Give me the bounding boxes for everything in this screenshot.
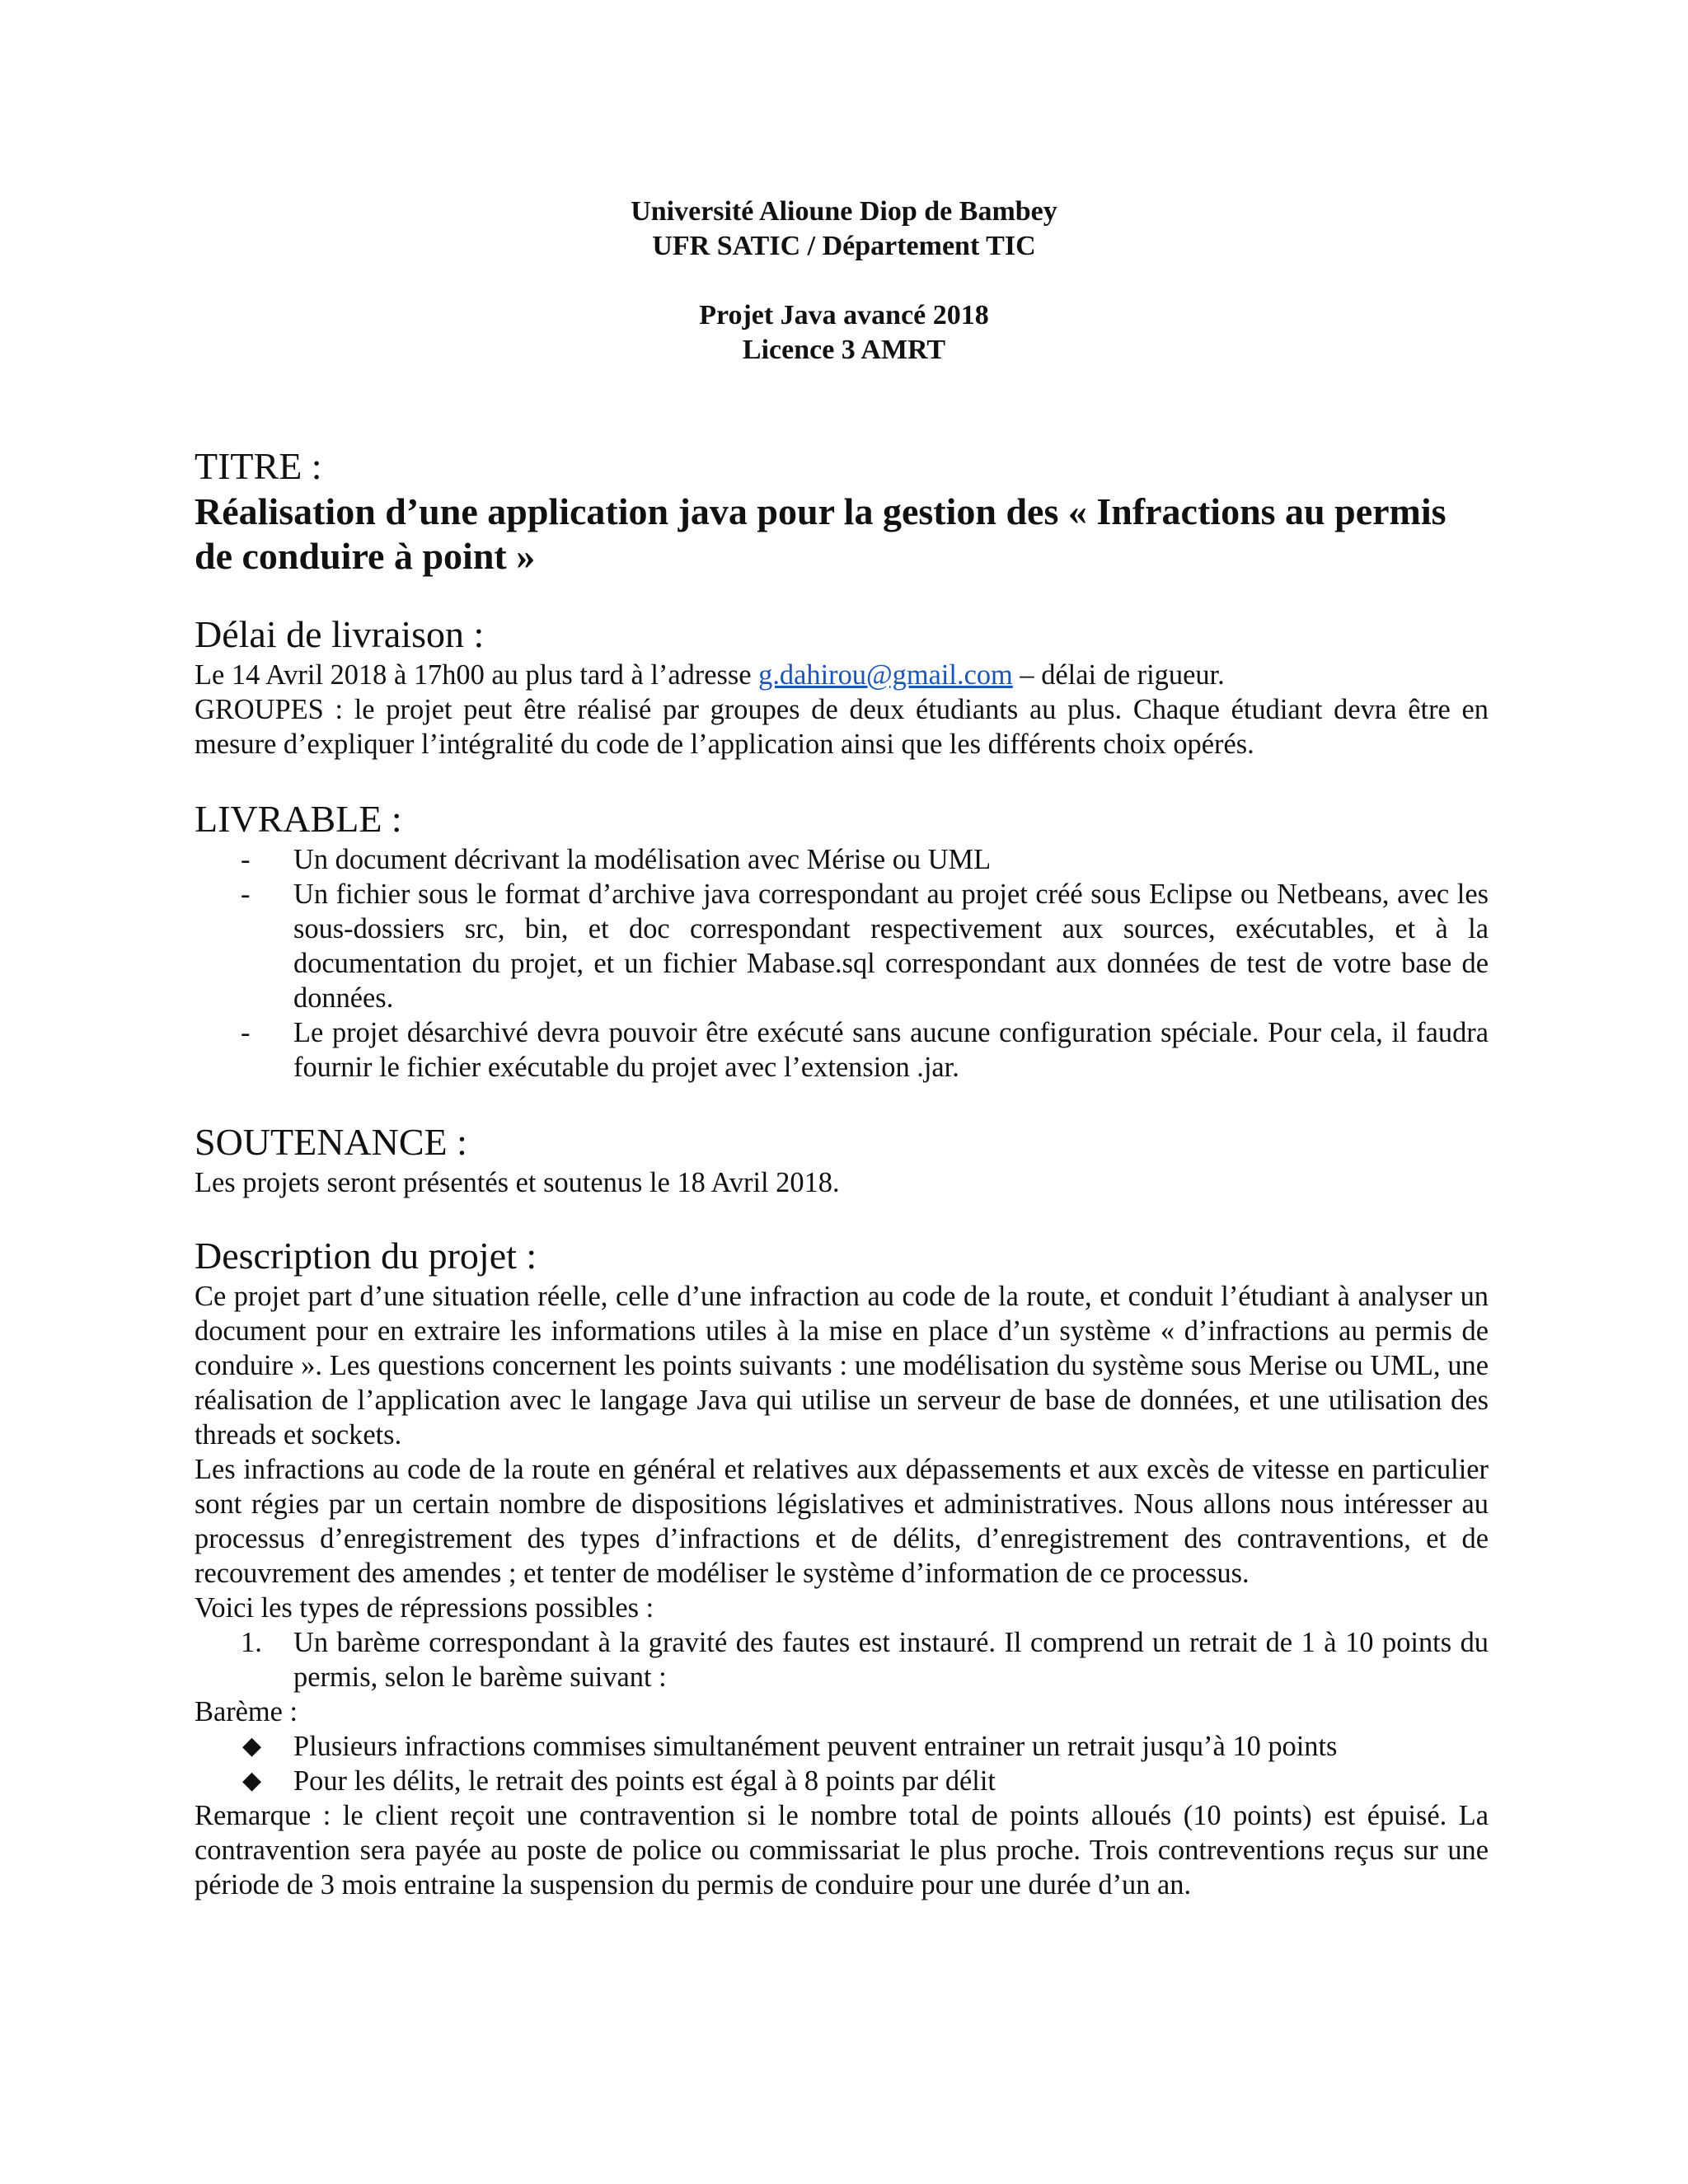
titre-heading: TITRE : (195, 445, 322, 487)
section-livrable (195, 796, 1489, 1085)
delai-groupes: GROUPES : le projet peut être réalisé par groupes de deux étudiants au plus. Chaque étudiant devra être en mesure d’expliquer l’intégralité du code de l’application ainsi que les différents choix opérés. (195, 694, 1489, 760)
delai-line (195, 658, 1489, 692)
header-department: UFR SATIC / Département TIC (652, 231, 1036, 261)
description-remarque: Remarque : le client reçoit une contravention si le nombre total de points alloués (10 points) est épuisé. La contravention sera payée au poste de police ou commissariat le plus proche. Trois contreventions reçus sur une période de 3 mois entraine la suspension du permis de conduire pour une durée d’un an. (195, 1800, 1489, 1900)
diamond-bullet-icon: ◆ (242, 1732, 262, 1760)
titre-line-1: Réalisation d’une application java pour la gestion des « Infractions au permis (195, 490, 1447, 532)
section-delai (195, 612, 1489, 762)
delai-heading: Délai de livraison : (195, 613, 485, 655)
bareme-item-text: Pour les délits, le retrait des points est égal à 8 points par délit (293, 1765, 996, 1797)
email-link[interactable]: g.dahirou@gmail.com (758, 659, 1013, 691)
livrable-item-text: Un fichier sous le format d’archive java correspondant au projet créé sous Eclipse ou Netbeans, avec les sous-dossiers src, bin, et doc correspondant respectivement aux sources, exécutables, et à la documentation du projet, et un fichier Mabase.sql correspondant aux données de test de votre base de données. (293, 879, 1489, 1014)
bareme-item (195, 1764, 1489, 1798)
header-level: Licence 3 AMRT (742, 335, 946, 365)
titre-line-2: de conduire à point » (195, 535, 536, 577)
livrable-item (195, 842, 1489, 877)
section-soutenance (195, 1119, 1489, 1200)
livrable-list (195, 842, 1489, 1085)
section-description (195, 1233, 1489, 1902)
header-project: Projet Java avancé 2018 (699, 300, 989, 330)
repression-item-text: Un barème correspondant à la gravité des fautes est instauré. Il comprend un retrait de 1 à 10 points du permis, selon le barème suivant : (293, 1627, 1489, 1693)
dash-marker: - (241, 844, 251, 875)
description-para-1: Ce projet part d’une situation réelle, celle d’une infraction au code de la route, et conduit l’étudiant à analyser un document pour en extraire les informations utiles à la mise en place d’un système « d’infractions au permis de conduire ». Les questions concernent les points suivants : une modélisation du système sous Merise ou UML, une réalisation de l’application avec le langage Java qui utilise un serveur de base de données, et une utilisation des threads et sockets. (195, 1281, 1489, 1451)
bareme-label: Barème : (195, 1696, 298, 1727)
description-intro-types: Voici les types de répressions possibles : (195, 1592, 654, 1624)
repression-item (195, 1625, 1489, 1694)
delai-line-pre: Le 14 Avril 2018 à 17h00 au plus tard à l’adresse (195, 659, 759, 691)
repression-list (195, 1625, 1489, 1694)
dash-marker: - (241, 879, 251, 910)
livrable-item-text: Le projet désarchivé devra pouvoir être exécuté sans aucune configuration spéciale. Pour cela, il faudra fournir le fichier exécutable du projet avec l’extension .jar. (293, 1017, 1489, 1083)
soutenance-text: Les projets seront présentés et soutenus le 18 Avril 2018. (195, 1167, 840, 1198)
header-university: Université Alioune Diop de Bambey (631, 196, 1057, 227)
dash-marker: - (241, 1017, 251, 1048)
number-marker: 1. (241, 1627, 262, 1658)
livrable-item (195, 1015, 1489, 1085)
soutenance-heading: SOUTENANCE : (195, 1121, 467, 1163)
bareme-item (195, 1729, 1489, 1764)
bareme-item-text: Plusieurs infractions commises simultanément peuvent entrainer un retrait jusqu’à 10 points (293, 1731, 1338, 1762)
section-titre (195, 443, 1489, 579)
diamond-bullet-icon: ◆ (242, 1766, 262, 1795)
bareme-list (195, 1729, 1489, 1798)
description-para-2: Les infractions au code de la route en général et relatives aux dépassements et aux excès de vitesse en particulier sont régies par un certain nombre de dispositions législatives et administratives. Nous allons nous intéresser au processus d’enregistrement des types d’infractions et de délits, d’enregistrement des contraventions, et de recouvrement des amendes ; et tenter de modéliser le système d’information de ce processus. (195, 1454, 1489, 1589)
livrable-heading: LIVRABLE : (195, 798, 402, 840)
description-heading: Description du projet : (195, 1235, 537, 1277)
delai-line-post: – délai de rigueur. (1012, 659, 1225, 691)
livrable-item (195, 877, 1489, 1015)
livrable-item-text: Un document décrivant la modélisation avec Mérise ou UML (293, 844, 992, 875)
